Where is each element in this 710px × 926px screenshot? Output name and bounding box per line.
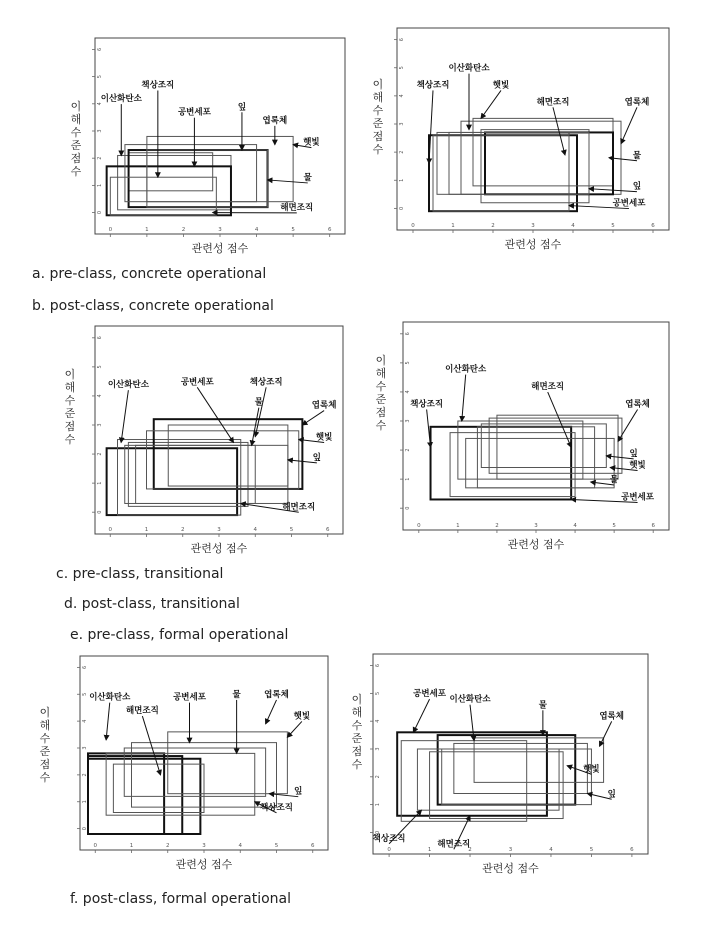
- y-axis-label: [352, 692, 363, 771]
- series-label: 공변세포: [621, 492, 654, 503]
- series-label: 공변세포: [173, 692, 206, 703]
- y-axis-label-char: 준: [64, 407, 76, 420]
- x-tick-label: 4: [254, 227, 259, 233]
- x-tick-label: 5: [291, 227, 295, 233]
- y-axis-label-char: 수: [351, 719, 363, 732]
- y-axis-label-char: 수: [372, 143, 384, 156]
- y-tick-label: 5: [97, 365, 103, 369]
- y-axis-label-char: 점: [375, 406, 387, 419]
- series-label: 엽록체: [264, 689, 289, 700]
- label-pointer: [302, 411, 324, 425]
- series-label: 물: [538, 700, 547, 711]
- series-label: 엽록체: [262, 115, 288, 126]
- y-axis-label-char: 준: [375, 393, 387, 406]
- x-tick-label: 3: [217, 527, 221, 533]
- series-label: 이산화탄소: [448, 63, 490, 74]
- label-pointer: [142, 716, 160, 775]
- y-axis-label: [373, 77, 384, 156]
- caption-f: f. post-class, formal operational: [70, 891, 291, 907]
- x-tick-label: 3: [218, 227, 222, 233]
- y-axis-label-char: 이: [351, 693, 363, 706]
- x-axis-label: 관련성 점수: [191, 242, 249, 255]
- x-tick-label: 1: [145, 227, 149, 233]
- series-label: 공변세포: [177, 107, 211, 118]
- y-tick-label: 5: [97, 75, 103, 79]
- box-잎: [437, 132, 589, 194]
- series-label: 햇빛: [315, 432, 333, 443]
- chart-panel-b: [373, 28, 669, 251]
- y-axis-label: [376, 353, 387, 432]
- chart-panel-f: [352, 654, 648, 875]
- series-label: 물: [610, 475, 619, 486]
- label-pointer: [266, 700, 277, 724]
- y-axis-label-char: 해: [375, 367, 387, 380]
- y-tick-label: 2: [405, 448, 411, 452]
- y-tick-label: 2: [82, 773, 88, 777]
- y-tick-label: 4: [399, 94, 405, 98]
- y-tick-label: 0: [82, 827, 88, 831]
- y-tick-label: 6: [82, 665, 88, 669]
- box-이산화탄소: [438, 735, 576, 805]
- x-tick-label: 5: [589, 847, 594, 853]
- chart-panel-a: [71, 38, 345, 255]
- x-tick-label: 5: [289, 527, 294, 533]
- box-물: [147, 150, 268, 207]
- series-label: 해면조직: [125, 706, 159, 717]
- chart-panel-d: [376, 322, 669, 551]
- x-tick-label: 6: [651, 223, 655, 229]
- series-label: 엽록체: [599, 711, 624, 722]
- series-label: 책상조직: [260, 802, 293, 813]
- series-label: 햇빛: [303, 137, 320, 148]
- y-axis-label-char: 이: [39, 706, 51, 719]
- x-tick-label: 2: [181, 227, 186, 233]
- label-pointer: [553, 107, 565, 155]
- series-label: 공변세포: [612, 198, 646, 209]
- y-axis-label-char: 수: [64, 433, 76, 446]
- box-공변세포: [397, 732, 547, 815]
- series-label: 엽록체: [624, 97, 650, 108]
- box-물: [125, 445, 256, 503]
- x-tick-label: 0: [93, 843, 97, 849]
- x-tick-label: 2: [495, 523, 499, 529]
- series-label: 햇빛: [583, 764, 600, 775]
- series-label: 엽록체: [625, 399, 650, 410]
- y-tick-label: 1: [97, 481, 103, 485]
- series-label: 해면조직: [536, 97, 570, 108]
- series-label: 잎: [312, 452, 321, 463]
- series-label: 해면조직: [437, 839, 471, 850]
- x-tick-label: 3: [508, 847, 513, 853]
- x-tick-label: 2: [491, 223, 495, 229]
- x-axis-label: 관련성 점수: [190, 542, 248, 555]
- series-label: 이산화탄소: [445, 364, 487, 375]
- x-tick-label: 1: [427, 847, 432, 853]
- x-axis-label: 관련성 점수: [482, 862, 539, 875]
- y-tick-label: 6: [97, 47, 103, 52]
- series-label: 해면조직: [282, 502, 316, 513]
- series-label: 물: [232, 689, 241, 700]
- x-tick-label: 4: [253, 527, 257, 533]
- y-tick-label: 5: [399, 66, 405, 70]
- x-tick-label: 4: [571, 223, 575, 229]
- series-label: 해면조직: [280, 202, 314, 213]
- x-tick-label: 5: [274, 843, 279, 849]
- box-햇빛: [481, 424, 606, 468]
- y-tick-label: 4: [97, 394, 103, 398]
- series-label: 햇빛: [492, 80, 510, 91]
- y-axis-label-char: 수: [375, 419, 387, 432]
- label-pointer: [197, 387, 233, 442]
- x-tick-label: 3: [531, 223, 535, 229]
- series-label: 이산화탄소: [89, 692, 131, 703]
- series-label: 햇빛: [293, 711, 311, 722]
- box-책상조직: [431, 427, 572, 500]
- y-axis-label: [71, 99, 82, 178]
- x-axis-label: 관련성 점수: [175, 858, 233, 871]
- chart-panel-e: [40, 656, 328, 871]
- box-잎: [129, 150, 268, 207]
- x-tick-label: 6: [630, 847, 634, 853]
- box-잎: [442, 749, 592, 805]
- series-label: 잎: [294, 786, 303, 797]
- label-pointer: [255, 387, 266, 436]
- y-tick-label: 2: [97, 452, 103, 456]
- box-이산화탄소: [449, 132, 569, 194]
- series-label: 물: [254, 397, 263, 408]
- box-공변세포: [433, 135, 569, 211]
- y-tick-label: 4: [97, 102, 103, 106]
- y-axis-label-char: 준: [70, 139, 82, 152]
- y-axis-label: [40, 705, 51, 784]
- y-axis-label-char: 수: [70, 126, 82, 139]
- box-이산화탄소: [107, 448, 238, 515]
- y-tick-label: 1: [97, 183, 103, 187]
- box-물: [113, 764, 204, 812]
- y-tick-label: 3: [97, 129, 103, 133]
- y-tick-label: 3: [375, 747, 381, 751]
- series-label: 잎: [237, 102, 247, 113]
- box-이산화탄소: [88, 753, 164, 834]
- y-tick-label: 3: [399, 122, 405, 126]
- y-axis-label-char: 해: [372, 91, 384, 104]
- series-label: 잎: [632, 181, 642, 192]
- caption-a: a. pre-class, concrete operational: [32, 266, 267, 282]
- box-햇빛: [473, 118, 613, 186]
- y-tick-label: 0: [97, 210, 103, 215]
- box-공변세포: [450, 433, 575, 497]
- x-tick-label: 0: [108, 227, 113, 233]
- y-axis-label-char: 점: [39, 758, 51, 771]
- y-tick-label: 0: [97, 510, 103, 514]
- caption-e: e. pre-class, formal operational: [70, 627, 289, 643]
- y-axis-label-char: 이: [64, 368, 76, 381]
- series-label: 잎: [629, 448, 638, 459]
- series-label: 이산화탄소: [449, 694, 491, 705]
- x-tick-label: 3: [202, 843, 206, 849]
- x-tick-label: 5: [612, 523, 616, 529]
- x-tick-label: 4: [573, 523, 577, 529]
- label-pointer: [618, 409, 638, 441]
- y-axis-label-char: 수: [372, 104, 384, 117]
- x-tick-label: 0: [411, 223, 415, 229]
- label-pointer: [621, 107, 637, 143]
- y-tick-label: 0: [399, 206, 405, 210]
- box-책상조직: [154, 419, 303, 489]
- plot-frame: [373, 654, 648, 854]
- x-tick-label: 1: [144, 527, 149, 533]
- y-axis-label-char: 이: [70, 100, 82, 113]
- box-해면조직: [430, 752, 564, 819]
- y-axis-label-char: 준: [39, 745, 51, 758]
- y-axis-label-char: 수: [70, 165, 82, 178]
- y-tick-label: 6: [375, 663, 381, 668]
- y-axis-label-char: 수: [351, 758, 363, 771]
- y-axis-label-char: 점: [351, 745, 363, 758]
- box-해면조직: [481, 130, 589, 203]
- y-tick-label: 0: [405, 506, 411, 510]
- y-axis-label-char: 수: [39, 732, 51, 745]
- x-tick-label: 0: [387, 847, 391, 853]
- series-label: 햇빛: [629, 460, 646, 471]
- y-tick-label: 1: [82, 800, 88, 804]
- label-pointer: [106, 703, 110, 740]
- y-axis-label-char: 이: [372, 78, 384, 91]
- y-axis-label-char: 해: [70, 113, 82, 126]
- label-pointer: [429, 90, 433, 163]
- x-tick-label: 4: [238, 843, 242, 849]
- series-label: 엽록체: [311, 400, 337, 411]
- box-물: [466, 438, 614, 487]
- y-tick-label: 2: [399, 150, 405, 154]
- box-책상조직: [401, 741, 526, 822]
- series-label: 책상조직: [141, 80, 175, 91]
- x-axis-label: 관련성 점수: [507, 538, 565, 551]
- series-label: 공변세포: [180, 377, 214, 388]
- label-pointer: [481, 90, 501, 118]
- series-label: 공변세포: [413, 689, 446, 700]
- x-tick-label: 1: [451, 223, 455, 229]
- x-axis-label: 관련성 점수: [504, 238, 562, 251]
- y-tick-label: 4: [375, 719, 381, 723]
- box-책상조직: [106, 753, 255, 815]
- label-pointer: [287, 721, 302, 737]
- series-label: 해면조직: [531, 382, 565, 393]
- x-tick-label: 2: [166, 843, 170, 849]
- y-axis-label: [65, 367, 76, 446]
- series-label: 잎: [607, 789, 616, 800]
- y-axis-label-char: 이: [375, 354, 387, 367]
- series-label: 물: [303, 172, 312, 183]
- y-axis-label-char: 해: [39, 719, 51, 732]
- x-tick-label: 1: [456, 523, 460, 529]
- caption-c: c. pre-class, transitional: [56, 566, 224, 582]
- box-책상조직: [429, 135, 577, 211]
- y-tick-label: 4: [405, 390, 411, 394]
- y-axis-label-char: 점: [64, 420, 76, 433]
- y-tick-label: 3: [97, 423, 103, 427]
- y-tick-label: 5: [82, 692, 88, 696]
- y-axis-label-char: 점: [372, 130, 384, 143]
- box-엽록체: [136, 445, 288, 503]
- box-책상조직: [129, 153, 213, 191]
- series-label: 책상조직: [410, 399, 444, 410]
- label-pointer: [600, 721, 612, 746]
- label-pointer: [268, 180, 308, 183]
- x-tick-label: 4: [549, 847, 553, 853]
- y-axis-label-char: 수: [64, 394, 76, 407]
- y-axis-label-char: 준: [372, 117, 384, 130]
- y-tick-label: 0: [375, 830, 381, 835]
- y-axis-label-char: 준: [351, 732, 363, 745]
- label-pointer: [413, 699, 429, 732]
- x-tick-label: 2: [181, 527, 185, 533]
- label-pointer: [121, 390, 128, 442]
- y-tick-label: 2: [375, 775, 381, 779]
- y-tick-label: 2: [97, 156, 103, 160]
- y-tick-label: 5: [405, 361, 411, 365]
- label-pointer: [462, 375, 466, 421]
- series-label: 물: [632, 150, 642, 161]
- x-tick-label: 0: [108, 527, 112, 533]
- x-tick-label: 5: [611, 223, 615, 229]
- x-tick-label: 6: [311, 843, 315, 849]
- x-tick-label: 6: [651, 523, 655, 529]
- series-label: 책상조직: [416, 80, 450, 91]
- box-물: [417, 749, 559, 810]
- series-label: 이산화탄소: [107, 380, 149, 391]
- series-label: 책상조직: [249, 377, 283, 388]
- x-tick-label: 1: [129, 843, 134, 849]
- x-tick-label: 6: [327, 227, 332, 233]
- box-엽록체: [497, 415, 618, 479]
- y-tick-label: 1: [405, 477, 411, 481]
- y-axis-label-char: 수: [39, 771, 51, 784]
- chart-panel-c: [65, 326, 343, 555]
- caption-d: d. post-class, transitional: [64, 596, 240, 612]
- y-axis-label-char: 점: [70, 152, 82, 165]
- y-tick-label: 1: [375, 803, 381, 807]
- box-햇빛: [147, 136, 293, 201]
- y-axis-label-char: 해: [351, 706, 363, 719]
- y-tick-label: 6: [405, 332, 411, 336]
- y-tick-label: 3: [405, 419, 411, 423]
- y-tick-label: 6: [97, 336, 103, 340]
- box-잎: [168, 732, 288, 794]
- y-axis-label-char: 해: [64, 381, 76, 394]
- y-tick-label: 4: [82, 719, 88, 723]
- caption-b: b. post-class, concrete operational: [32, 298, 274, 314]
- y-tick-label: 5: [375, 691, 381, 695]
- y-tick-label: 3: [82, 746, 88, 750]
- y-tick-label: 1: [399, 178, 405, 182]
- y-axis-label-char: 수: [375, 380, 387, 393]
- x-tick-label: 3: [534, 523, 538, 529]
- series-label: 이산화탄소: [100, 94, 142, 105]
- y-tick-label: 6: [399, 38, 405, 42]
- box-엽록체: [474, 738, 604, 783]
- x-tick-label: 0: [417, 523, 421, 529]
- box-물: [485, 132, 613, 194]
- series-label: 책상조직: [372, 833, 406, 844]
- x-tick-label: 6: [326, 527, 330, 533]
- x-tick-label: 2: [468, 847, 472, 853]
